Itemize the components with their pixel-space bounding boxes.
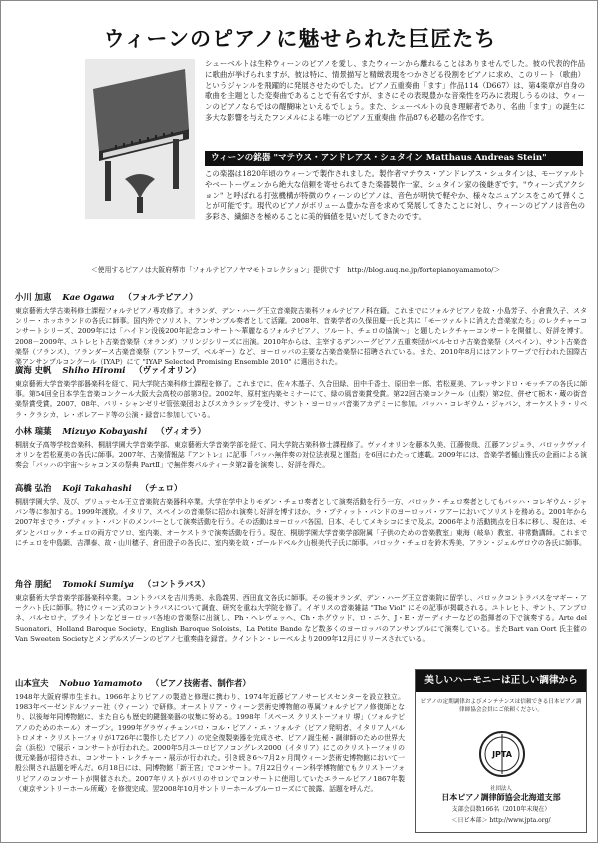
performer-romaji: Kae Ogawa [62, 292, 115, 302]
performer-hiromi [15, 364, 587, 420]
ad-headline: 美しいハーモニーは正しい調律から [416, 670, 586, 692]
ad-organization: 日本ピアノ調律師協会北海道支部 [441, 792, 561, 802]
performer-instrument: （コントラバス） [142, 579, 210, 589]
performer-romaji: Mizuyo Kobayashi [62, 426, 148, 436]
fortepiano-photo [85, 59, 195, 219]
stein-paragraph: この楽器は1820年頃のウィーンで製作されました。製作者マテウス・アンドレアス・シュタインは、モーツァルトやベートーヴェンから絶大な信頼を寄せられてきた楽器製作一家、シュタイン家の後継ぎです。"ウィーン式アクション" と呼ばれる打弦機構が特徴のウィーンのピアノは、音色が明快で軽やか、様々なニュアンスをこめて弾くことが可能です。現代のピアノがボリューム豊かな音を求めて発展してきたことに対し、ウィーンのピアノは音色の多彩さ、繊細さを極めることに美的価値を見いだしてきたのです。 [205, 169, 585, 222]
performer-bio: 桐朋学園大学、及び、ブリュッセル王立音楽院古楽器科卒業。大学在学中よりモダン・チェロ奏者として演奏活動を行う一方、バロック・チェロ奏者としてもバッハ・コレギウム・ジャパン等に参加する。1999年渡欧。イタリア、スペインの音楽祭に招かれ演奏し好評を博すほか、ラ・プティット・バンドのヨーロッパ・ツアーにおいてソリストを務める。2001年から2007年までラ・プティット・バンドのメンバーとして演奏活動を行う。その活動はヨーロッパ各国、日本、そしてメキシコにまで及ぶ。2006年より活動拠点を日本に移し、現在は、モダンとバロック・チェロの両方でソロ、室内楽、オーケストラで演奏活動を行う。現在、桐朋学園大学音楽学部附属「子供のための音楽教室」東海（岐阜）教室、非常勤講師。これまでにチェロを中島顕、吉澤泰、故・山川穂子、倉田澄子の各氏に、室内楽を故・ゴールドベルク山根美代子氏に師事。バロック・チェロを鈴木秀美、アラン・ジェルヴロウの各氏に師事。 [15, 498, 587, 547]
technician-name: 山本宣夫 [15, 678, 49, 688]
page-title: ウィーンのピアノに魅せられた巨匠たち [103, 26, 497, 51]
performer-name-line [15, 578, 587, 590]
technician-role: （ピアノ技術者、制作者） [150, 678, 251, 688]
performer-name: 小林 瑞葉 [15, 426, 52, 436]
intro-paragraph: シューベルトは生粋ウィーンのピアノを愛し、またウィーンから離れることはありませんでした。彼の代表的作品に歌曲が挙げられますが、彼は特に、情景描写と精緻表現をつかさどる役割をピアノに求め、このリート（歌曲）というジャンルを飛躍的に発展させたのでした。ピアノ五重奏曲「ます」作品114（D667）は、第4楽章が自身の歌曲を主題とした変奏曲であることで有名ですが、まさにその表現豊かな音楽性を巧みに表現しうるのは、ウィーンのピアノならではの醍醐味といえるでしょう。また、シューベルトの良き理解者であり、名曲「ます」の誕生に多大な影響を与えたフンメルによる唯一のピアノ五重奏曲 作品87も必聴の名作です。 [205, 59, 585, 122]
technician-bio: 1948年大阪府堺市生まれ。1966年よりピアノの製造と修理に携わり、1974年近藤ピアノサービスセンターを設立独立。1983年ベーゼンドルファー社（ウィーン）で研修。オーストリア・ウィーン芸術史博物館の専属フォルテピアノ修復師となり、以後毎年同博物館に、また自らも歴史的鍵盤楽器の収集に努める。1998年「スペース クリストーフォリ 堺」（フォルテピアノのためのホール）オープン。1999年グラヴィチェンバロ・コル・ピアノ・エ・フォルテ（ピアノ発明者、イタリア人バルトロメオ・クリストーフォリが1726年に製作したピアノ）の完全復製楽器を完成させ、ピアノ誕生秘・調律師のための世界大会（浜松）で展示・コンサートが行われた。2000年5月ユーロピアノコングレス2000（イタリア）にこのクリストーフォリの復元楽器が招待され、コンサート・レクチャー・展示が行われた。引き続き6～7月2ヶ月間ウィーン芸術史博物館において一般公開され話題を呼んだ。6月18日には、同博物館「新王宮」でコンサート。7月22日ウィーン科学博物館でもクリストーフォリピアノのコンサートが開催された。2007年リストがパリのサロンでコンサートに使用していたエラールピアノ1867年製（東京サントリーホール所蔵）を修復完成。翌2008年10月サントリーホールブルーローズにて披露、話題を呼んだ。 [15, 693, 405, 793]
technician-romaji: Nobuo Yamamoto [59, 678, 143, 688]
performer-bio: 東京藝術大学古楽科修士課程フォルテピアノ専攻修了。オランダ、デン・ハーグ王立音楽院古楽科フォルテピアノ科在籍。これまでにフォルテピアノを故・小島芳子、小倉貴久子、スタンリー・ホッホランドの各氏に師事。国内外でソリスト、アンサンブル奏者として活躍。2008年、音楽学者の久保田慶一氏と共に「モーツァルトに消えた音楽家たち」のレクチャーコンサートシリーズ、2009年には「ハイドン没後200年記念コンサート～華麗なるフォルテピアノ、フルート、チェロの協演～」と題したレクチャーコンサートを開催し、好評を博す。2008－2009年、ユトレヒト古楽音楽祭（オランダ）フリンジシリーズに出演。2010年からは、主宰するデンハーグピアノ五重奏団がベルセロナ古楽音楽祭（スペイン）、サント古楽音楽祭（フランス）、フランダース古楽音楽祭（アントワープ、ベルギー）など、ヨーロッパの主要な古楽音楽祭に招聘されている。また、2010年8月にはアントワープで行われた国際古楽アンサンブルコンクール（IYAP）にて "IYAP Selected Promising Ensemble 2010" に選出された。 [15, 307, 587, 367]
performer-kobayashi [15, 425, 587, 471]
performer-romaji: Tomoki Sumiya [62, 579, 135, 589]
performer-romaji: Shiho Hiromi [62, 365, 126, 375]
performer-instrument: （チェロ） [140, 483, 183, 493]
stein-section-header: ウィーンの銘器 "マテウス・アンドレアス・シュタイン Matthaus Andreas Stein" [205, 151, 583, 166]
performer-instrument: （ヴィオラ） [156, 426, 206, 436]
ad-url-link[interactable]: ＜日ピ本部＞ http://www.jpta.org/ [451, 817, 551, 824]
jpta-logo-text: JPTA [492, 750, 512, 759]
performer-bio: 桐朋女子高等学校音楽科、桐朋学園大学音楽学部、東京藝術大学音楽学部を経て、同大学院古楽科修士課程修了。ヴァイオリンを藤本久美、江藤俊哉、江藤アンジェラ、バロックヴァイオリンを若松夏美の各氏に師事。2007年、古楽情報誌『アントレ』に記事「バッハ無伴奏の対位法表現と運指」を6回にわたって連載。2009年には、音楽学者樋山雅氏の企画による演奏会「バッハの宇宙～シャコンヌの祭典 PartⅡ」で無伴奏パルティータ第2番を演奏し、好評を得た。 [15, 441, 587, 470]
ad-member-count: 支部会員数166名（2010年末現在） [451, 806, 551, 813]
performer-romaji: Koji Takahashi [62, 483, 132, 493]
performer-sumiya [15, 578, 587, 644]
performer-name-line [15, 364, 587, 376]
performer-ogawa [15, 291, 587, 367]
piano-illustration-icon [85, 59, 195, 219]
jpta-ad-box [415, 669, 587, 833]
performer-instrument: （ヴァイオリン） [134, 365, 201, 375]
jpta-logo-icon [478, 730, 526, 778]
performer-bio: 東京藝術大学音楽学部器楽科を経て、同大学院古楽科修士課程を修了。これまでに、佐々木基子、久合田緑、田中千香士、原田幸一郎、若松夏美、アレッサンドロ・モッチアの各氏に師事。第54回全日本学生音楽コンクール大阪大会高校の部第3位。2002年、原村室内楽セミナーにて、緑の風音楽賞受賞。第22回古楽コンクール（山梨）第2位、併せて栃木・蔵の街音楽祭賞受賞。2007、08年、パリ・シャンゼリゼ管弦楽団およびスカラシップを受け、サント・ヨーロッパ音楽アカデミーに参加。バッハ・コレギウム・ジャパン、オーケストラ・リベラ・クラシカ、レ・ボレアード等の公演・録音に参加している。 [15, 380, 587, 419]
photo-credit-note: ＜使用するピアノは大阪府堺市「フォルテピアノヤマモトコレクション」提供です http://blog.auq.ne.jp/fortepianoyamamoto/＞ [91, 266, 501, 274]
ad-corp-type: 社団法人 [490, 786, 512, 792]
technician-yamamoto [15, 677, 405, 794]
performer-bio: 東京藝術大学音楽学部器楽科卒業。コントラバスを吉川秀美、永島義男、西田直文各氏に師事。その後オランダ、デン・ハーグ王立音楽院に留学し、バロックコントラバスをマギー・アークハト氏に師事。特にウィーン式のコントラバスについて調査、研究を重ね大学院を修了。イギリスの音楽雑誌 "The Viol" にその記事が掲載される。ユトレヒト、サント、アンブロネ、バルセロナ、ブライトンなどヨーロッパ各地の音楽祭に出演し、Ph・ヘレヴェッヘ、Ch・ホグウッド、ロ・ニケ、J・E・ガーディナーなどの指揮者の下で演奏する。Arte del Suonatori、Holland Baroque Society、English Baroque Soloists、La Petite Bande など数多くのヨーロッパのアンサンブルにて演奏している。またBart van Oort 氏主催のVan Sweeten Societyとメンデルスゾーンのピアノ七重奏曲を録音。クイントン・レーベルより2009年12月にリリースされている。 [15, 594, 587, 643]
performer-name: 廣海 史帆 [15, 365, 52, 375]
technician-name-line [15, 677, 405, 689]
performer-name-line [15, 482, 587, 494]
performer-takahashi [15, 482, 587, 548]
performer-name: 小川 加恵 [15, 292, 52, 302]
performer-name: 角谷 朋紀 [15, 579, 52, 589]
performer-name-line [15, 291, 587, 303]
ad-description: ピアノの定期調律およびメンテナンスは信頼できる日本ピアノ調律師協会会員にご依頼ください。 [420, 699, 582, 713]
performer-instrument: （フォルテピアノ） [123, 292, 198, 302]
performer-name: 高橋 弘治 [15, 483, 52, 493]
performer-name-line [15, 425, 587, 437]
jpta-logo [478, 730, 526, 778]
